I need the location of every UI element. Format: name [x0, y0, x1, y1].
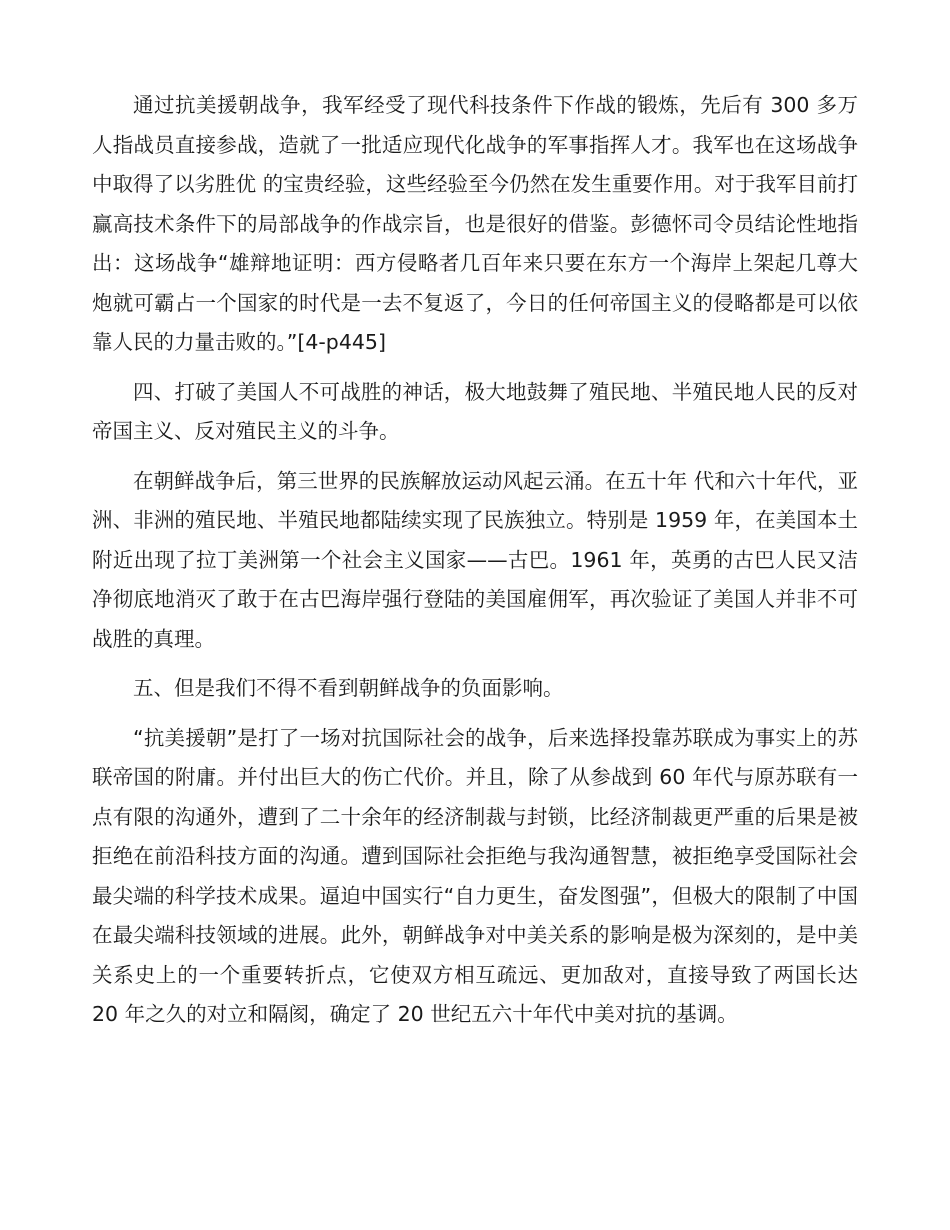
paragraph-war-experience: 通过抗美援朝战争，我军经受了现代科技条件下作战的锻炼，先后有 300 多万人指战员直接参战，造就了一批适应现代化战争的军事指挥人才。我军也在这场战争中取得了以劣胜优 的宝贵经验，这些经验至今仍然在发生重要作用。对于我军目前打赢高技术条件下的局部战争的作战宗旨，也是很好的借鉴。彭德怀司令员结论性地指出：这场战争“雄辩地证明：西方侵略者几百年来只要在东方一个海岸上架起几尊大炮就可霸占一个国家的时代是一去不复返了，今日的任何帝国主义的侵略都是可以依靠人民的力量击败的。”[4-p445]: [92, 93, 858, 354]
paragraph-heading-four: 四、打破了美国人不可战胜的神话，极大地鼓舞了殖民地、半殖民地人民的反对帝国主义、反对殖民主义的斗争。: [92, 379, 858, 443]
paragraph-negative-impact: “抗美援朝”是打了一场对抗国际社会的战争，后来选择投靠苏联成为事实上的苏联帝国的附庸。并付出巨大的伤亡代价。并且，除了从参战到 60 年代与原苏联有一点有限的沟通外，遭到了二十余年的经济制裁与封锁，比经济制裁更严重的后果是被拒绝在前沿科技方面的沟通。遭到国际社会拒绝与我沟通智慧，被拒绝享受国际社会最尖端的科学技术成果。逼迫中国实行“自力更生，奋发图强”，但极大的限制了中国在最尖端科技领域的进展。此外，朝鲜战争对中美关系的影响是极为深刻的，是中美关系史上的一个重要转折点，它使双方相互疏远、更加敌对，直接导致了两国长达 20 年之久的对立和隔阂，确定了 20 世纪五六十年代中美对抗的基调。: [92, 725, 858, 1026]
paragraph-heading-five: 五、但是我们不得不看到朝鲜战争的负面影响。: [133, 676, 564, 700]
paragraph-national-liberation: 在朝鲜战争后，第三世界的民族解放运动风起云涌。在五十年 代和六十年代，亚洲、非洲的殖民地、半殖民地都陆续实现了民族独立。特别是 1959 年，在美国本土附近出现了拉丁美洲第一个社会主义国家——古巴。1961 年，英勇的古巴人民又洁净彻底地消灭了敢于在古巴海岸强行登陆的美国雇佣军，再次验证了美国人并非不可战胜的真理。: [92, 468, 858, 651]
body-text: [92, 86, 858, 1045]
